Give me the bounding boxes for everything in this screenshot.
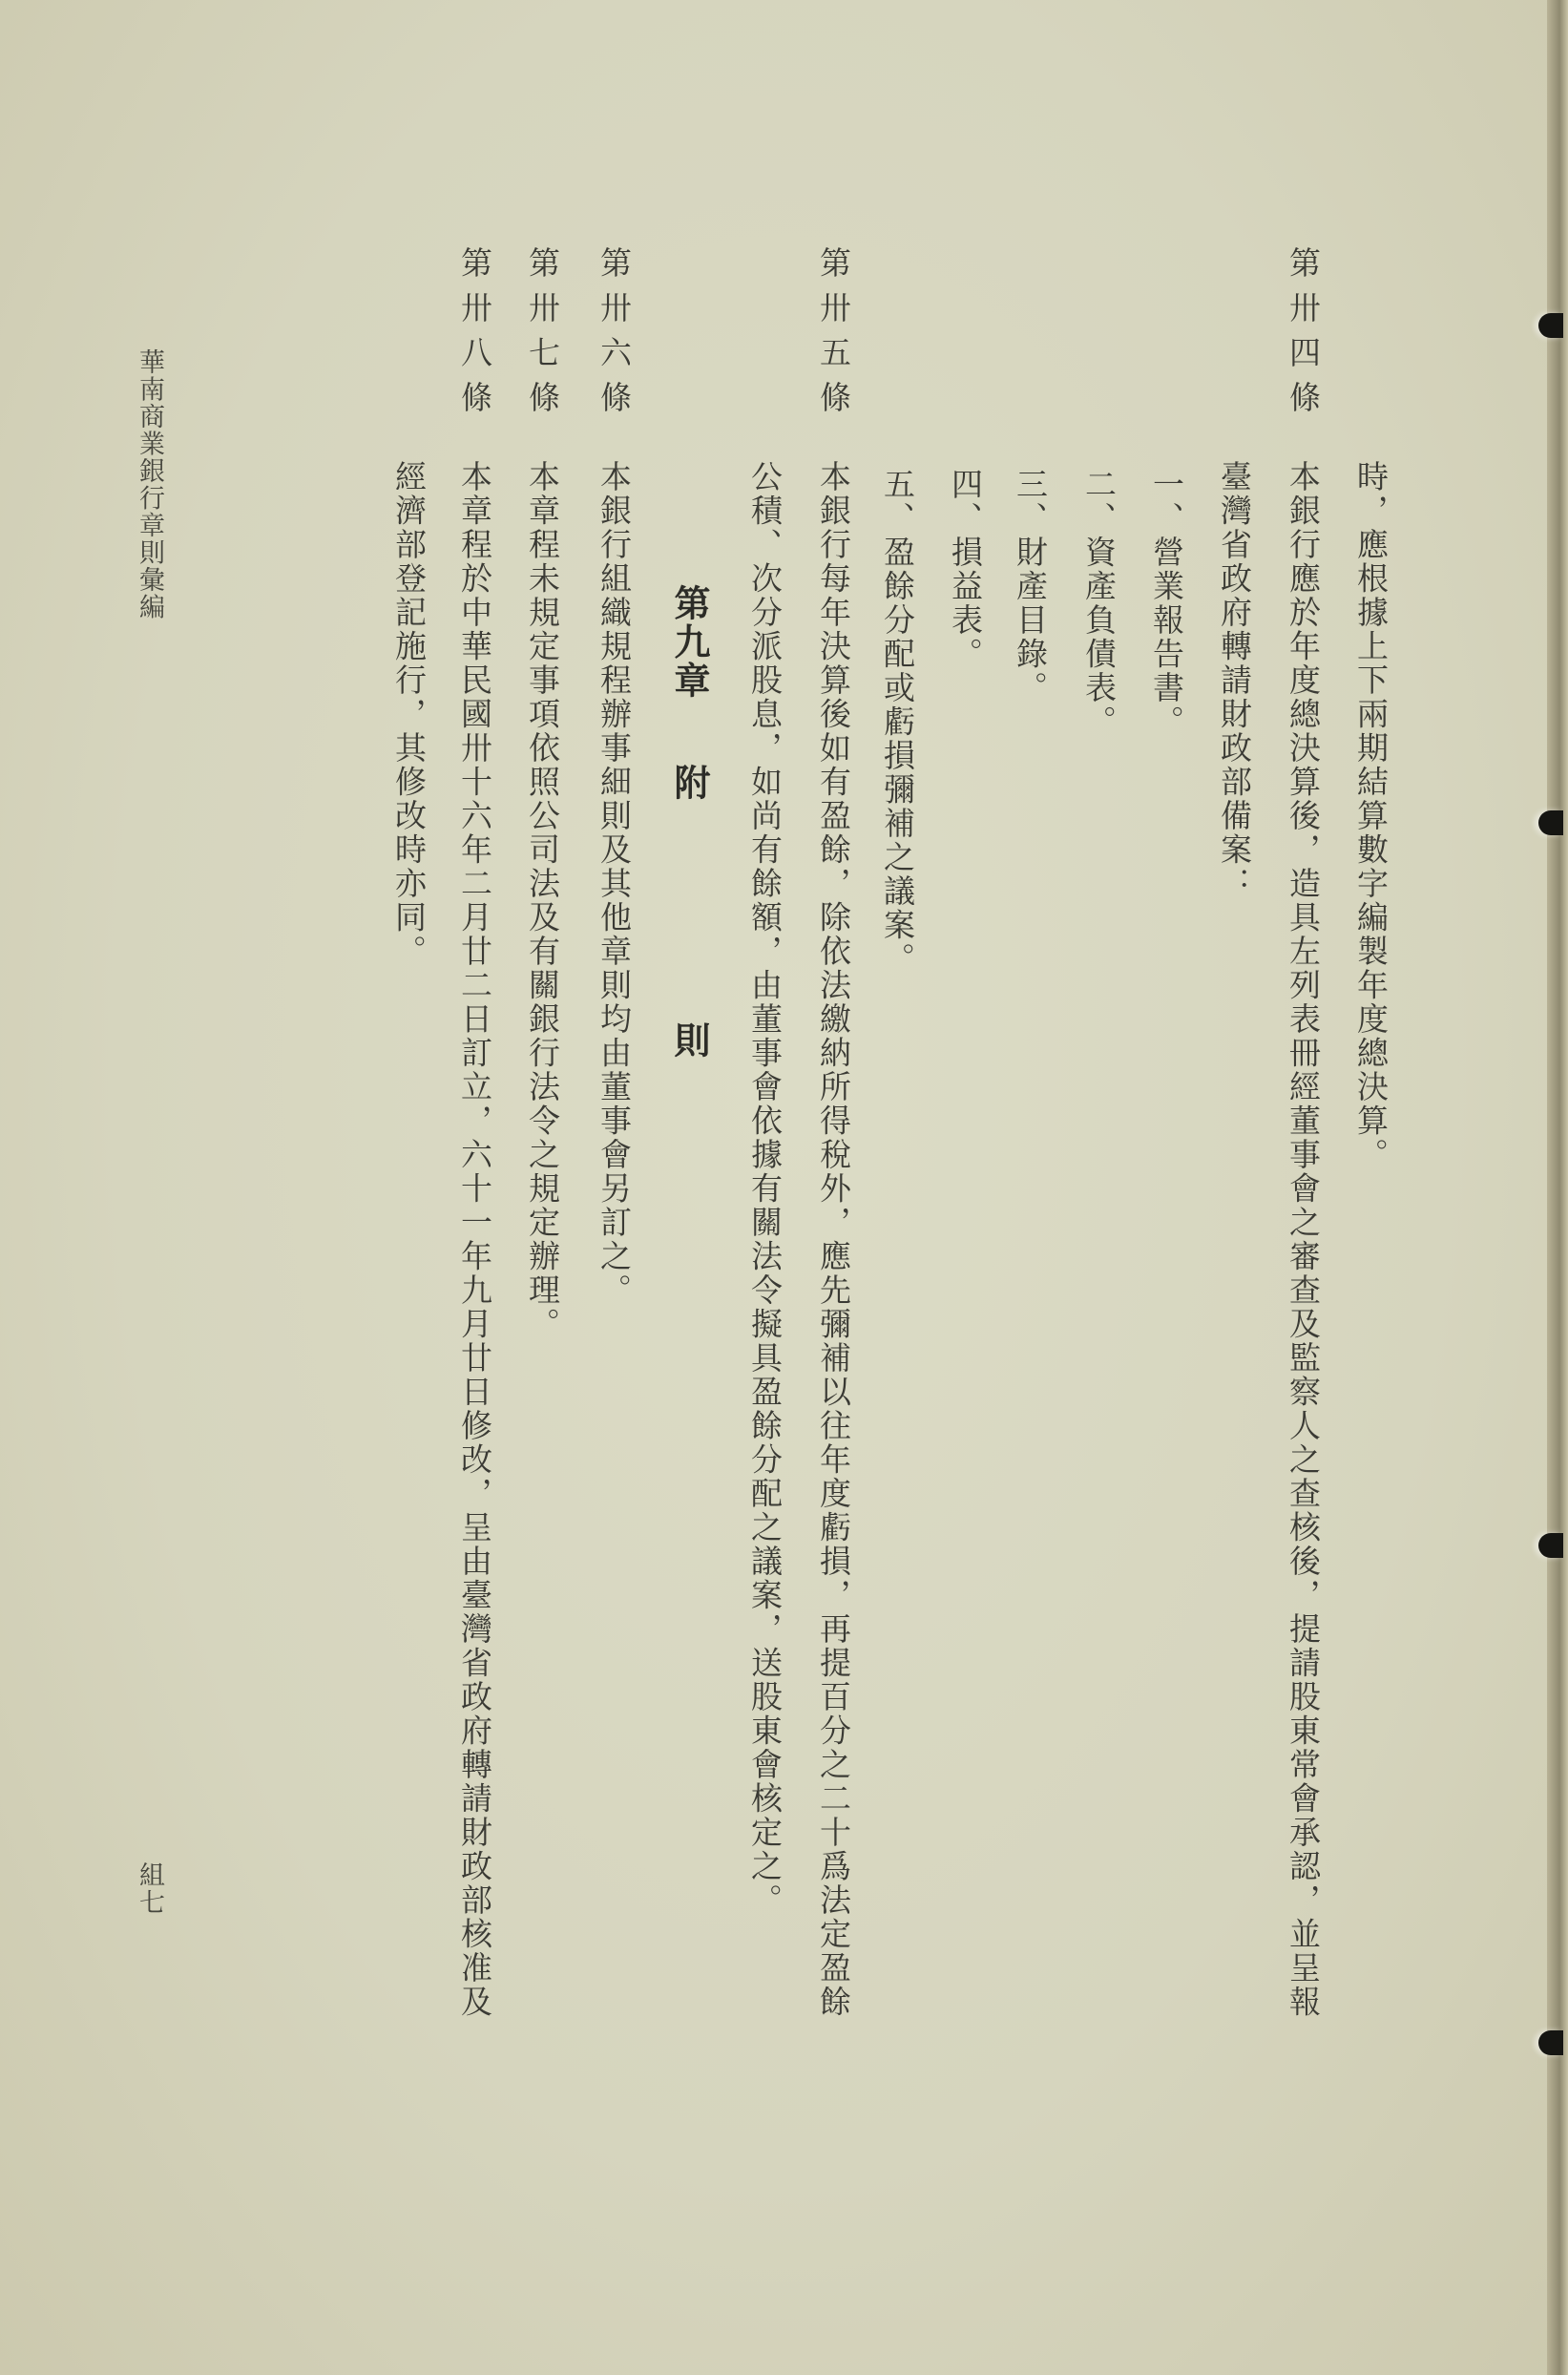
article-34-label: 第卅四條: [1285, 246, 1322, 426]
chapter-9-number: 第九章: [668, 584, 711, 701]
article-37-label: 第卅七條: [524, 246, 561, 426]
article-35-text-cont: 公積、次分派股息，如尚有餘額，由董事會依據有關法令擬具盈餘分配之議案，送股東會核定之。: [746, 460, 784, 1918]
article-34-item: 三、財產目錄。: [1012, 468, 1049, 705]
article-34-item: 四、損益表。: [947, 468, 984, 671]
article-35-text: 本銀行每年決算後如有盈餘，除依法繳納所得稅外，應先彌補以往年度虧損，再提百分之二十爲法定盈餘: [815, 460, 852, 2019]
article-34-text: 本銀行應於年度總決算後，造具左列表冊經董事會之審查及監察人之查核後，提請股東常會承認，並呈報: [1285, 460, 1322, 2019]
article-38-text: 本章程於中華民國卅十六年二月廿二日訂立，六十一年九月廿日修改，呈由臺灣省政府轉請財政部核准及: [456, 460, 493, 2019]
article-34-preceding-line: 時，應根據上下兩期結算數字編製年度總決算。: [1352, 460, 1390, 1172]
article-37-text: 本章程未規定事項依照公司法及有關銀行法令之規定辦理。: [524, 460, 561, 1341]
article-38-text-cont: 經濟部登記施行，其修改時亦同。: [390, 460, 428, 969]
chapter-9-title-part: 則: [668, 1021, 711, 1061]
binding-edge: [1547, 0, 1568, 2375]
article-36-text: 本銀行組織規程辦事細則及其他章則均由董事會另訂之。: [596, 460, 633, 1308]
binding-hole: [1538, 2030, 1563, 2055]
page-number: 組七: [135, 1861, 164, 1916]
binding-hole: [1538, 1533, 1563, 1558]
chapter-9-title-part: 附: [668, 764, 711, 803]
article-38-label: 第卅八條: [456, 246, 493, 426]
article-34-item: 五、盈餘分配或虧損彌補之議案。: [879, 468, 916, 977]
article-35-label: 第卅五條: [815, 246, 852, 426]
book-title-header: 華南商業銀行章則彙編: [135, 348, 164, 620]
article-34-item: 一、營業報告書。: [1148, 468, 1185, 739]
binding-hole: [1538, 313, 1563, 338]
article-36-label: 第卅六條: [596, 246, 633, 426]
article-34-item: 二、資產負債表。: [1080, 468, 1118, 739]
binding-hole: [1538, 810, 1563, 835]
article-34-text-cont: 臺灣省政府轉請財政部備案：: [1216, 460, 1253, 901]
